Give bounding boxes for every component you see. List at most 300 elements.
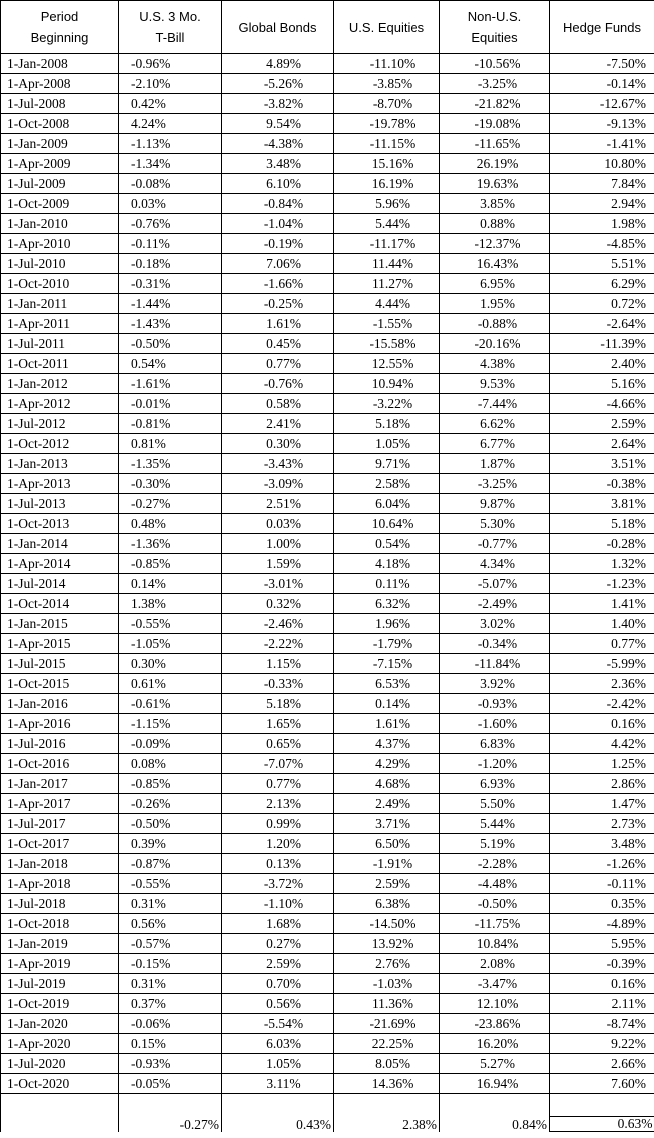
- cell-period-beginning[interactable]: 1-Oct-2012: [1, 434, 119, 454]
- cell-global-bonds[interactable]: 3.11%: [222, 1074, 334, 1094]
- cell-global-bonds[interactable]: 0.77%: [222, 774, 334, 794]
- cell-period-beginning[interactable]: 1-Jul-2014: [1, 574, 119, 594]
- cell-us-3mo-tbill[interactable]: -0.09%: [119, 734, 222, 754]
- cell-us-3mo-tbill[interactable]: -0.81%: [119, 414, 222, 434]
- cell-period-beginning[interactable]: 1-Apr-2009: [1, 154, 119, 174]
- cell-us-equities[interactable]: 2.59%: [334, 874, 440, 894]
- cell-global-bonds[interactable]: 1.68%: [222, 914, 334, 934]
- cell-non-us-equities[interactable]: 4.34%: [440, 554, 550, 574]
- cell-hedge-funds[interactable]: 2.86%: [550, 774, 654, 794]
- cell-global-bonds[interactable]: -5.54%: [222, 1014, 334, 1034]
- cell-non-us-equities[interactable]: 1.95%: [440, 294, 550, 314]
- cell-us-equities[interactable]: 4.44%: [334, 294, 440, 314]
- cell-period-beginning[interactable]: 1-Jan-2012: [1, 374, 119, 394]
- cell-hedge-funds[interactable]: 3.81%: [550, 494, 654, 514]
- cell-us-equities[interactable]: -11.17%: [334, 234, 440, 254]
- average-label-cell[interactable]: [1, 1117, 119, 1132]
- cell-us-3mo-tbill[interactable]: 0.03%: [119, 194, 222, 214]
- cell-global-bonds[interactable]: 0.99%: [222, 814, 334, 834]
- cell-global-bonds[interactable]: 2.13%: [222, 794, 334, 814]
- header-hedge-funds[interactable]: [550, 1, 654, 54]
- cell-hedge-funds[interactable]: 5.51%: [550, 254, 654, 274]
- cell-us-3mo-tbill[interactable]: -1.13%: [119, 134, 222, 154]
- cell-hedge-funds[interactable]: 7.60%: [550, 1074, 654, 1094]
- cell-us-3mo-tbill[interactable]: -0.96%: [119, 54, 222, 74]
- cell-us-equities[interactable]: 5.44%: [334, 214, 440, 234]
- cell-us-3mo-tbill[interactable]: -0.26%: [119, 794, 222, 814]
- cell-hedge-funds[interactable]: -0.28%: [550, 534, 654, 554]
- cell-non-us-equities[interactable]: -0.34%: [440, 634, 550, 654]
- cell-global-bonds[interactable]: -1.04%: [222, 214, 334, 234]
- cell-hedge-funds[interactable]: 1.32%: [550, 554, 654, 574]
- cell-non-us-equities[interactable]: -0.50%: [440, 894, 550, 914]
- cell-us-equities[interactable]: 16.19%: [334, 174, 440, 194]
- cell-us-3mo-tbill[interactable]: -0.01%: [119, 394, 222, 414]
- cell-us-equities[interactable]: -3.22%: [334, 394, 440, 414]
- cell-us-3mo-tbill[interactable]: 0.81%: [119, 434, 222, 454]
- cell-non-us-equities[interactable]: 5.30%: [440, 514, 550, 534]
- cell-non-us-equities[interactable]: 3.02%: [440, 614, 550, 634]
- cell-us-equities[interactable]: 13.92%: [334, 934, 440, 954]
- cell-us-3mo-tbill[interactable]: 0.42%: [119, 94, 222, 114]
- cell-us-equities[interactable]: 1.96%: [334, 614, 440, 634]
- cell-hedge-funds[interactable]: -1.41%: [550, 134, 654, 154]
- cell-global-bonds[interactable]: 1.59%: [222, 554, 334, 574]
- cell-period-beginning[interactable]: 1-Oct-2017: [1, 834, 119, 854]
- cell-period-beginning[interactable]: 1-Apr-2008: [1, 74, 119, 94]
- cell-hedge-funds[interactable]: -4.85%: [550, 234, 654, 254]
- cell-non-us-equities[interactable]: 16.94%: [440, 1074, 550, 1094]
- cell-period-beginning[interactable]: 1-Jul-2016: [1, 734, 119, 754]
- cell-hedge-funds[interactable]: -4.66%: [550, 394, 654, 414]
- cell-global-bonds[interactable]: 3.48%: [222, 154, 334, 174]
- cell-global-bonds[interactable]: -7.07%: [222, 754, 334, 774]
- cell-period-beginning[interactable]: 1-Oct-2011: [1, 354, 119, 374]
- cell-global-bonds[interactable]: -3.09%: [222, 474, 334, 494]
- cell-period-beginning[interactable]: 1-Oct-2019: [1, 994, 119, 1014]
- cell-global-bonds[interactable]: 0.32%: [222, 594, 334, 614]
- cell-us-3mo-tbill[interactable]: 4.24%: [119, 114, 222, 134]
- cell-hedge-funds[interactable]: -2.42%: [550, 694, 654, 714]
- cell-us-3mo-tbill[interactable]: -0.31%: [119, 274, 222, 294]
- cell-us-equities[interactable]: 0.54%: [334, 534, 440, 554]
- cell-non-us-equities[interactable]: -11.75%: [440, 914, 550, 934]
- cell-hedge-funds[interactable]: 3.51%: [550, 454, 654, 474]
- cell-us-3mo-tbill[interactable]: -0.93%: [119, 1054, 222, 1074]
- average-hedge-funds[interactable]: 0.63%: [550, 1117, 654, 1132]
- cell-period-beginning[interactable]: 1-Jan-2014: [1, 534, 119, 554]
- cell-global-bonds[interactable]: -2.22%: [222, 634, 334, 654]
- cell-non-us-equities[interactable]: 5.19%: [440, 834, 550, 854]
- cell-hedge-funds[interactable]: -0.38%: [550, 474, 654, 494]
- cell-period-beginning[interactable]: 1-Jul-2018: [1, 894, 119, 914]
- cell-us-3mo-tbill[interactable]: -1.36%: [119, 534, 222, 554]
- cell-global-bonds[interactable]: 5.18%: [222, 694, 334, 714]
- cell-us-equities[interactable]: 14.36%: [334, 1074, 440, 1094]
- cell-hedge-funds[interactable]: -11.39%: [550, 334, 654, 354]
- cell-non-us-equities[interactable]: -11.65%: [440, 134, 550, 154]
- cell-period-beginning[interactable]: 1-Jul-2019: [1, 974, 119, 994]
- cell-global-bonds[interactable]: -0.25%: [222, 294, 334, 314]
- cell-non-us-equities[interactable]: 6.77%: [440, 434, 550, 454]
- header-us-3mo-tbill[interactable]: [119, 1, 222, 54]
- cell-period-beginning[interactable]: 1-Apr-2016: [1, 714, 119, 734]
- cell-us-3mo-tbill[interactable]: 0.39%: [119, 834, 222, 854]
- cell-us-equities[interactable]: -14.50%: [334, 914, 440, 934]
- cell-non-us-equities[interactable]: 5.44%: [440, 814, 550, 834]
- cell-us-3mo-tbill[interactable]: -1.61%: [119, 374, 222, 394]
- cell-hedge-funds[interactable]: -1.26%: [550, 854, 654, 874]
- cell-hedge-funds[interactable]: -2.64%: [550, 314, 654, 334]
- cell-us-3mo-tbill[interactable]: 0.48%: [119, 514, 222, 534]
- cell-us-equities[interactable]: 9.71%: [334, 454, 440, 474]
- cell-non-us-equities[interactable]: 5.27%: [440, 1054, 550, 1074]
- cell-us-3mo-tbill[interactable]: 0.14%: [119, 574, 222, 594]
- cell-global-bonds[interactable]: -4.38%: [222, 134, 334, 154]
- cell-us-equities[interactable]: -1.55%: [334, 314, 440, 334]
- cell-period-beginning[interactable]: 1-Oct-2008: [1, 114, 119, 134]
- cell-hedge-funds[interactable]: 0.77%: [550, 634, 654, 654]
- cell-period-beginning[interactable]: 1-Oct-2014: [1, 594, 119, 614]
- cell-us-3mo-tbill[interactable]: 0.15%: [119, 1034, 222, 1054]
- cell-period-beginning[interactable]: 1-Apr-2019: [1, 954, 119, 974]
- cell-hedge-funds[interactable]: 5.16%: [550, 374, 654, 394]
- cell-us-equities[interactable]: 4.37%: [334, 734, 440, 754]
- cell-hedge-funds[interactable]: 4.42%: [550, 734, 654, 754]
- cell-hedge-funds[interactable]: 6.29%: [550, 274, 654, 294]
- cell-us-equities[interactable]: 2.76%: [334, 954, 440, 974]
- cell-us-equities[interactable]: 11.27%: [334, 274, 440, 294]
- cell-us-equities[interactable]: -19.78%: [334, 114, 440, 134]
- cell-global-bonds[interactable]: 1.00%: [222, 534, 334, 554]
- cell-hedge-funds[interactable]: 2.59%: [550, 414, 654, 434]
- cell-period-beginning[interactable]: 1-Oct-2018: [1, 914, 119, 934]
- cell-hedge-funds[interactable]: 10.80%: [550, 154, 654, 174]
- cell-global-bonds[interactable]: 2.59%: [222, 954, 334, 974]
- cell-hedge-funds[interactable]: 0.16%: [550, 714, 654, 734]
- cell-period-beginning[interactable]: 1-Jul-2020: [1, 1054, 119, 1074]
- cell-non-us-equities[interactable]: -3.25%: [440, 74, 550, 94]
- cell-global-bonds[interactable]: -5.26%: [222, 74, 334, 94]
- cell-global-bonds[interactable]: 2.41%: [222, 414, 334, 434]
- cell-us-equities[interactable]: 4.68%: [334, 774, 440, 794]
- average-tbill[interactable]: -0.27%: [119, 1117, 222, 1132]
- cell-us-equities[interactable]: 5.96%: [334, 194, 440, 214]
- cell-hedge-funds[interactable]: 5.95%: [550, 934, 654, 954]
- cell-hedge-funds[interactable]: -0.14%: [550, 74, 654, 94]
- cell-global-bonds[interactable]: 4.89%: [222, 54, 334, 74]
- cell-global-bonds[interactable]: 1.05%: [222, 1054, 334, 1074]
- cell-hedge-funds[interactable]: -0.11%: [550, 874, 654, 894]
- cell-us-3mo-tbill[interactable]: 0.31%: [119, 974, 222, 994]
- cell-us-3mo-tbill[interactable]: -0.18%: [119, 254, 222, 274]
- cell-us-3mo-tbill[interactable]: -0.05%: [119, 1074, 222, 1094]
- cell-global-bonds[interactable]: -0.19%: [222, 234, 334, 254]
- cell-global-bonds[interactable]: -3.72%: [222, 874, 334, 894]
- cell-global-bonds[interactable]: 1.20%: [222, 834, 334, 854]
- cell-us-3mo-tbill[interactable]: -1.35%: [119, 454, 222, 474]
- cell-us-equities[interactable]: -7.15%: [334, 654, 440, 674]
- cell-period-beginning[interactable]: 1-Apr-2014: [1, 554, 119, 574]
- cell-period-beginning[interactable]: 1-Jan-2016: [1, 694, 119, 714]
- cell-non-us-equities[interactable]: -3.47%: [440, 974, 550, 994]
- cell-period-beginning[interactable]: 1-Oct-2013: [1, 514, 119, 534]
- cell-us-3mo-tbill[interactable]: 0.54%: [119, 354, 222, 374]
- cell-us-equities[interactable]: -1.03%: [334, 974, 440, 994]
- cell-period-beginning[interactable]: 1-Jul-2010: [1, 254, 119, 274]
- cell-global-bonds[interactable]: 2.51%: [222, 494, 334, 514]
- cell-us-equities[interactable]: 1.61%: [334, 714, 440, 734]
- cell-us-3mo-tbill[interactable]: -1.44%: [119, 294, 222, 314]
- cell-non-us-equities[interactable]: -2.28%: [440, 854, 550, 874]
- cell-us-3mo-tbill[interactable]: 0.61%: [119, 674, 222, 694]
- spacer-cell[interactable]: [440, 1094, 550, 1117]
- cell-non-us-equities[interactable]: 6.95%: [440, 274, 550, 294]
- cell-period-beginning[interactable]: 1-Jan-2017: [1, 774, 119, 794]
- cell-period-beginning[interactable]: 1-Jan-2013: [1, 454, 119, 474]
- cell-us-3mo-tbill[interactable]: -0.30%: [119, 474, 222, 494]
- cell-non-us-equities[interactable]: -4.48%: [440, 874, 550, 894]
- cell-us-3mo-tbill[interactable]: -0.55%: [119, 874, 222, 894]
- cell-hedge-funds[interactable]: 1.47%: [550, 794, 654, 814]
- cell-period-beginning[interactable]: 1-Oct-2010: [1, 274, 119, 294]
- cell-global-bonds[interactable]: 0.30%: [222, 434, 334, 454]
- cell-us-3mo-tbill[interactable]: -0.27%: [119, 494, 222, 514]
- cell-us-equities[interactable]: -11.10%: [334, 54, 440, 74]
- cell-us-equities[interactable]: 15.16%: [334, 154, 440, 174]
- cell-hedge-funds[interactable]: -12.67%: [550, 94, 654, 114]
- cell-us-equities[interactable]: 12.55%: [334, 354, 440, 374]
- cell-us-equities[interactable]: 11.36%: [334, 994, 440, 1014]
- cell-us-equities[interactable]: -8.70%: [334, 94, 440, 114]
- cell-hedge-funds[interactable]: 7.84%: [550, 174, 654, 194]
- cell-us-equities[interactable]: 5.18%: [334, 414, 440, 434]
- cell-period-beginning[interactable]: 1-Jan-2020: [1, 1014, 119, 1034]
- cell-period-beginning[interactable]: 1-Apr-2012: [1, 394, 119, 414]
- cell-us-equities[interactable]: -1.91%: [334, 854, 440, 874]
- cell-non-us-equities[interactable]: 16.20%: [440, 1034, 550, 1054]
- cell-us-equities[interactable]: 0.14%: [334, 694, 440, 714]
- cell-global-bonds[interactable]: -3.43%: [222, 454, 334, 474]
- cell-hedge-funds[interactable]: 1.41%: [550, 594, 654, 614]
- cell-non-us-equities[interactable]: 26.19%: [440, 154, 550, 174]
- cell-us-3mo-tbill[interactable]: 0.08%: [119, 754, 222, 774]
- cell-us-3mo-tbill[interactable]: 0.30%: [119, 654, 222, 674]
- cell-us-equities[interactable]: 6.32%: [334, 594, 440, 614]
- cell-global-bonds[interactable]: 6.03%: [222, 1034, 334, 1054]
- cell-non-us-equities[interactable]: 3.85%: [440, 194, 550, 214]
- cell-us-3mo-tbill[interactable]: -1.43%: [119, 314, 222, 334]
- header-global-bonds[interactable]: [222, 1, 334, 54]
- cell-period-beginning[interactable]: 1-Oct-2020: [1, 1074, 119, 1094]
- cell-non-us-equities[interactable]: 6.93%: [440, 774, 550, 794]
- cell-non-us-equities[interactable]: 9.87%: [440, 494, 550, 514]
- cell-period-beginning[interactable]: 1-Jul-2013: [1, 494, 119, 514]
- cell-hedge-funds[interactable]: 1.40%: [550, 614, 654, 634]
- cell-non-us-equities[interactable]: 0.88%: [440, 214, 550, 234]
- cell-period-beginning[interactable]: 1-Jul-2008: [1, 94, 119, 114]
- cell-us-equities[interactable]: -1.79%: [334, 634, 440, 654]
- cell-us-3mo-tbill[interactable]: -0.57%: [119, 934, 222, 954]
- cell-non-us-equities[interactable]: 6.83%: [440, 734, 550, 754]
- cell-global-bonds[interactable]: 1.65%: [222, 714, 334, 734]
- cell-us-equities[interactable]: 6.38%: [334, 894, 440, 914]
- cell-us-3mo-tbill[interactable]: -0.06%: [119, 1014, 222, 1034]
- cell-period-beginning[interactable]: 1-Apr-2010: [1, 234, 119, 254]
- cell-global-bonds[interactable]: 9.54%: [222, 114, 334, 134]
- cell-global-bonds[interactable]: -3.82%: [222, 94, 334, 114]
- spacer-cell[interactable]: [334, 1094, 440, 1117]
- cell-us-equities[interactable]: 10.64%: [334, 514, 440, 534]
- cell-non-us-equities[interactable]: 16.43%: [440, 254, 550, 274]
- cell-us-equities[interactable]: 3.71%: [334, 814, 440, 834]
- cell-us-3mo-tbill[interactable]: -0.50%: [119, 814, 222, 834]
- cell-us-3mo-tbill[interactable]: 0.31%: [119, 894, 222, 914]
- cell-us-equities[interactable]: 0.11%: [334, 574, 440, 594]
- cell-global-bonds[interactable]: 0.03%: [222, 514, 334, 534]
- header-non-us-equities[interactable]: [440, 1, 550, 54]
- cell-non-us-equities[interactable]: -10.56%: [440, 54, 550, 74]
- cell-global-bonds[interactable]: 0.13%: [222, 854, 334, 874]
- cell-us-equities[interactable]: 10.94%: [334, 374, 440, 394]
- cell-hedge-funds[interactable]: 3.48%: [550, 834, 654, 854]
- cell-us-equities[interactable]: 6.04%: [334, 494, 440, 514]
- cell-non-us-equities[interactable]: 4.38%: [440, 354, 550, 374]
- cell-us-equities[interactable]: 11.44%: [334, 254, 440, 274]
- cell-hedge-funds[interactable]: 2.40%: [550, 354, 654, 374]
- cell-us-3mo-tbill[interactable]: 0.37%: [119, 994, 222, 1014]
- cell-hedge-funds[interactable]: 0.16%: [550, 974, 654, 994]
- cell-global-bonds[interactable]: 0.56%: [222, 994, 334, 1014]
- cell-us-equities[interactable]: 4.18%: [334, 554, 440, 574]
- cell-us-3mo-tbill[interactable]: -0.11%: [119, 234, 222, 254]
- cell-non-us-equities[interactable]: -1.20%: [440, 754, 550, 774]
- cell-us-3mo-tbill[interactable]: -1.05%: [119, 634, 222, 654]
- cell-period-beginning[interactable]: 1-Jan-2015: [1, 614, 119, 634]
- cell-global-bonds[interactable]: -0.84%: [222, 194, 334, 214]
- cell-global-bonds[interactable]: 7.06%: [222, 254, 334, 274]
- cell-global-bonds[interactable]: -1.66%: [222, 274, 334, 294]
- cell-non-us-equities[interactable]: 9.53%: [440, 374, 550, 394]
- cell-global-bonds[interactable]: 0.77%: [222, 354, 334, 374]
- cell-non-us-equities[interactable]: -12.37%: [440, 234, 550, 254]
- cell-us-equities[interactable]: 22.25%: [334, 1034, 440, 1054]
- cell-non-us-equities[interactable]: -20.16%: [440, 334, 550, 354]
- cell-non-us-equities[interactable]: 1.87%: [440, 454, 550, 474]
- cell-non-us-equities[interactable]: -21.82%: [440, 94, 550, 114]
- average-us-equities[interactable]: 2.38%: [334, 1117, 440, 1132]
- cell-period-beginning[interactable]: 1-Apr-2011: [1, 314, 119, 334]
- cell-global-bonds[interactable]: 1.61%: [222, 314, 334, 334]
- cell-period-beginning[interactable]: 1-Oct-2016: [1, 754, 119, 774]
- cell-global-bonds[interactable]: 0.27%: [222, 934, 334, 954]
- cell-period-beginning[interactable]: 1-Apr-2018: [1, 874, 119, 894]
- cell-hedge-funds[interactable]: -9.13%: [550, 114, 654, 134]
- cell-non-us-equities[interactable]: 2.08%: [440, 954, 550, 974]
- average-non-us-equities[interactable]: 0.84%: [440, 1117, 550, 1132]
- cell-hedge-funds[interactable]: 1.25%: [550, 754, 654, 774]
- cell-us-equities[interactable]: 6.50%: [334, 834, 440, 854]
- cell-hedge-funds[interactable]: 2.64%: [550, 434, 654, 454]
- spacer-cell[interactable]: [119, 1094, 222, 1117]
- cell-us-equities[interactable]: 8.05%: [334, 1054, 440, 1074]
- cell-global-bonds[interactable]: 0.70%: [222, 974, 334, 994]
- cell-hedge-funds[interactable]: 0.35%: [550, 894, 654, 914]
- cell-hedge-funds[interactable]: 5.18%: [550, 514, 654, 534]
- cell-hedge-funds[interactable]: 0.72%: [550, 294, 654, 314]
- cell-hedge-funds[interactable]: 1.98%: [550, 214, 654, 234]
- cell-global-bonds[interactable]: -1.10%: [222, 894, 334, 914]
- cell-us-equities[interactable]: -11.15%: [334, 134, 440, 154]
- cell-non-us-equities[interactable]: 10.84%: [440, 934, 550, 954]
- cell-period-beginning[interactable]: 1-Oct-2015: [1, 674, 119, 694]
- cell-global-bonds[interactable]: -0.33%: [222, 674, 334, 694]
- cell-us-3mo-tbill[interactable]: -0.85%: [119, 774, 222, 794]
- cell-hedge-funds[interactable]: 2.94%: [550, 194, 654, 214]
- cell-period-beginning[interactable]: 1-Jan-2009: [1, 134, 119, 154]
- cell-global-bonds[interactable]: -0.76%: [222, 374, 334, 394]
- cell-us-3mo-tbill[interactable]: 0.56%: [119, 914, 222, 934]
- spacer-cell[interactable]: [1, 1094, 119, 1117]
- cell-us-3mo-tbill[interactable]: -1.15%: [119, 714, 222, 734]
- spacer-cell[interactable]: [550, 1094, 654, 1117]
- cell-us-equities[interactable]: 2.58%: [334, 474, 440, 494]
- cell-us-equities[interactable]: 1.05%: [334, 434, 440, 454]
- cell-period-beginning[interactable]: 1-Jul-2011: [1, 334, 119, 354]
- header-period-beginning[interactable]: [1, 1, 119, 54]
- cell-non-us-equities[interactable]: -0.77%: [440, 534, 550, 554]
- cell-non-us-equities[interactable]: 6.62%: [440, 414, 550, 434]
- cell-non-us-equities[interactable]: 12.10%: [440, 994, 550, 1014]
- cell-period-beginning[interactable]: 1-Apr-2017: [1, 794, 119, 814]
- cell-period-beginning[interactable]: 1-Jan-2019: [1, 934, 119, 954]
- cell-non-us-equities[interactable]: -23.86%: [440, 1014, 550, 1034]
- cell-non-us-equities[interactable]: 5.50%: [440, 794, 550, 814]
- cell-hedge-funds[interactable]: -0.39%: [550, 954, 654, 974]
- cell-us-3mo-tbill[interactable]: -0.76%: [119, 214, 222, 234]
- cell-us-3mo-tbill[interactable]: -0.50%: [119, 334, 222, 354]
- cell-us-equities[interactable]: -3.85%: [334, 74, 440, 94]
- cell-hedge-funds[interactable]: 9.22%: [550, 1034, 654, 1054]
- cell-hedge-funds[interactable]: -4.89%: [550, 914, 654, 934]
- cell-global-bonds[interactable]: 6.10%: [222, 174, 334, 194]
- cell-period-beginning[interactable]: 1-Jul-2017: [1, 814, 119, 834]
- cell-non-us-equities[interactable]: -5.07%: [440, 574, 550, 594]
- cell-us-3mo-tbill[interactable]: 1.38%: [119, 594, 222, 614]
- cell-hedge-funds[interactable]: -7.50%: [550, 54, 654, 74]
- cell-us-3mo-tbill[interactable]: -0.08%: [119, 174, 222, 194]
- cell-us-equities[interactable]: -15.58%: [334, 334, 440, 354]
- cell-period-beginning[interactable]: 1-Apr-2020: [1, 1034, 119, 1054]
- cell-global-bonds[interactable]: 0.65%: [222, 734, 334, 754]
- cell-global-bonds[interactable]: 0.45%: [222, 334, 334, 354]
- cell-non-us-equities[interactable]: 3.92%: [440, 674, 550, 694]
- cell-period-beginning[interactable]: 1-Jan-2010: [1, 214, 119, 234]
- cell-period-beginning[interactable]: 1-Jan-2018: [1, 854, 119, 874]
- cell-period-beginning[interactable]: 1-Jan-2008: [1, 54, 119, 74]
- cell-hedge-funds[interactable]: 2.66%: [550, 1054, 654, 1074]
- cell-period-beginning[interactable]: 1-Apr-2013: [1, 474, 119, 494]
- cell-hedge-funds[interactable]: -1.23%: [550, 574, 654, 594]
- cell-period-beginning[interactable]: 1-Apr-2015: [1, 634, 119, 654]
- cell-hedge-funds[interactable]: 2.73%: [550, 814, 654, 834]
- cell-global-bonds[interactable]: 0.58%: [222, 394, 334, 414]
- cell-period-beginning[interactable]: 1-Oct-2009: [1, 194, 119, 214]
- header-us-equities[interactable]: [334, 1, 440, 54]
- cell-us-equities[interactable]: 6.53%: [334, 674, 440, 694]
- cell-non-us-equities[interactable]: -19.08%: [440, 114, 550, 134]
- cell-period-beginning[interactable]: 1-Jul-2015: [1, 654, 119, 674]
